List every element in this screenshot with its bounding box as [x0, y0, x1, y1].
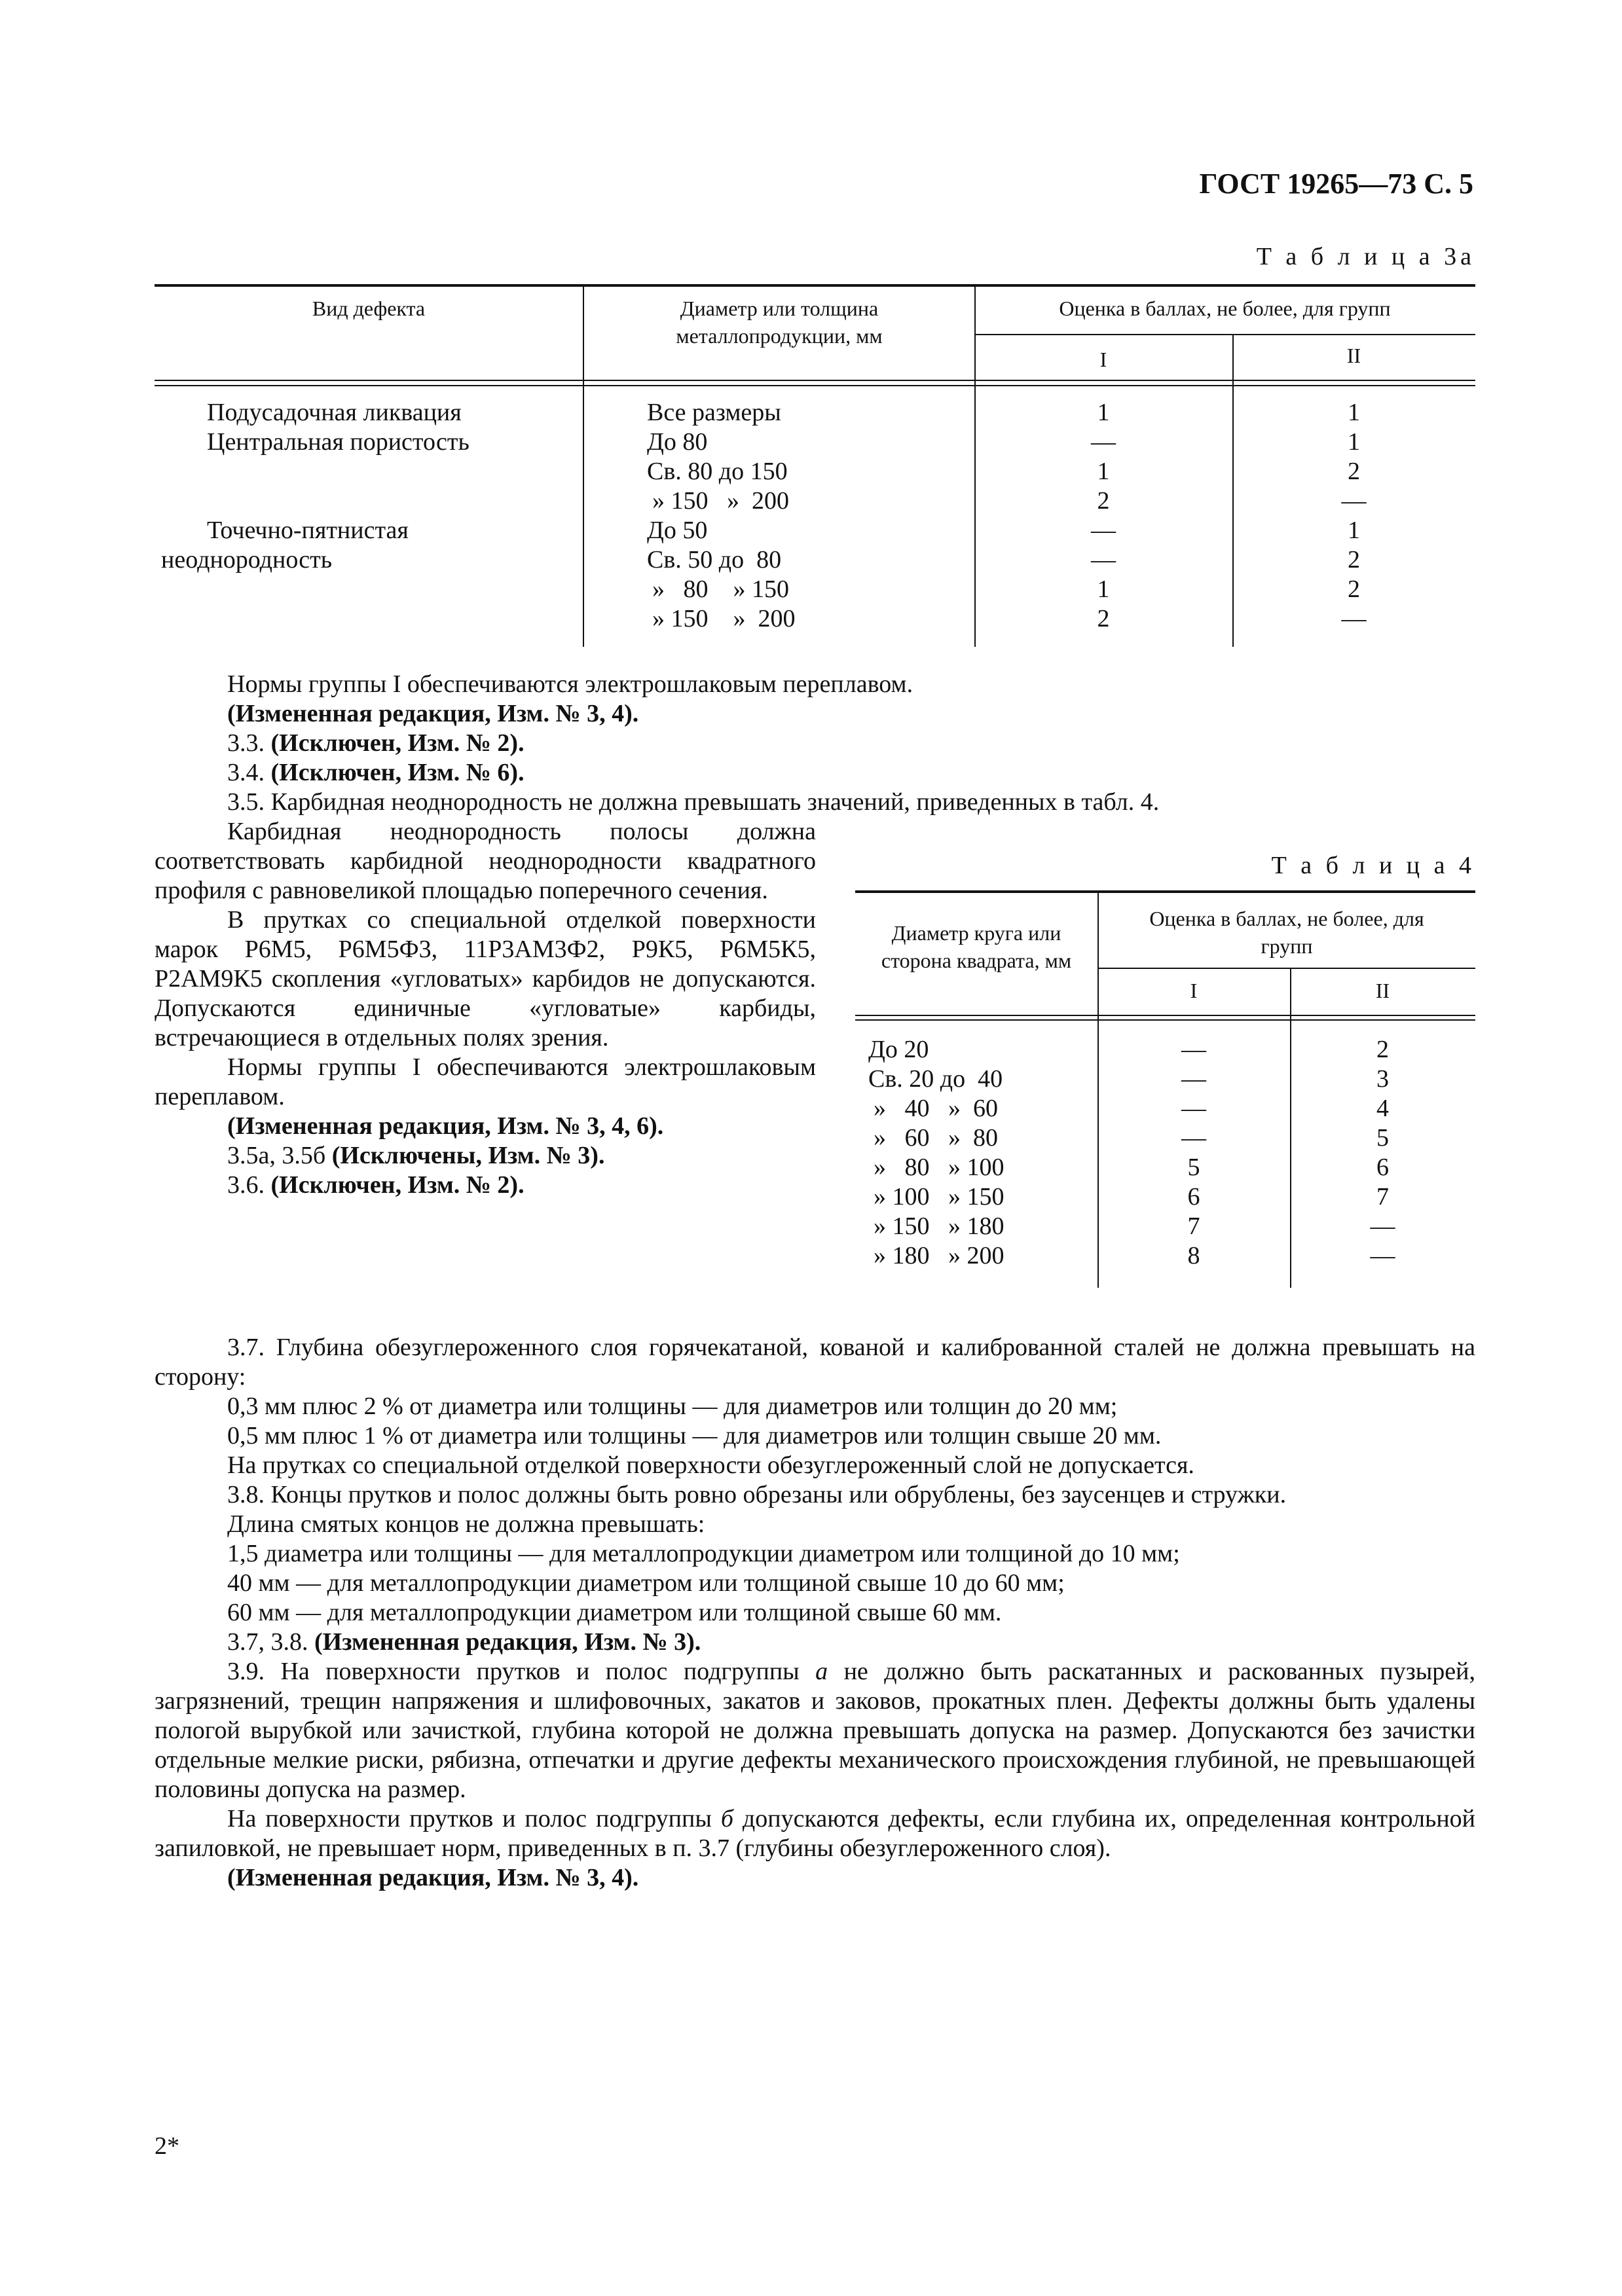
paragraph: 40 мм — для металлопродукции диаметром или толщиной свыше 10 до 60 мм; [227, 1569, 1065, 1597]
group-2-cell: 3 [1376, 1065, 1389, 1093]
paragraph: 3.9. На поверхности прутков и полос подгруппы а не должно быть раскатанных и раскованных пузырей, загрязнений, трещин напряжения и шлифовочных, закатов и заковов, прокатных плен. Дефекты должны быть удалены пологой вырубкой или зачисткой, глубина которой не должна превышать допуска на размер. Допускаются без зачистки отдельные мелкие риски, рябизна, отпечатки и другие дефекты механического происхождения глубиной, не превышающей половины допуска на размер. [155, 1658, 1475, 1803]
group-2-cell: — [1341, 605, 1367, 632]
paragraph: Нормы группы I обеспечиваются электрошлаковым переплавом. [227, 670, 913, 698]
paragraph: 3.5а, 3.5б (Исключены, Изм. № 3). [227, 1142, 605, 1169]
group-1-cell: — [1181, 1036, 1206, 1063]
size-cell: До 20 [868, 1036, 929, 1063]
size-cell: » 180 » 200 [874, 1242, 1005, 1269]
col-group-1: I [1190, 979, 1198, 1002]
size-cell: » 80 » 150 [652, 575, 789, 603]
group-2-cell: 1 [1348, 399, 1360, 426]
col-defect-type: Вид дефекта [312, 297, 426, 320]
paragraph: 3.3. (Исключен, Изм. № 2). [227, 729, 525, 757]
paragraph: На поверхности прутков и полос подгруппы б допускаются дефекты, если глубина их, определенная контрольной запиловкой, не превышает норм, приведенных в п. 3.7 (глубины обезуглероженного слоя). [155, 1805, 1476, 1862]
size-cell: Св. 20 до 40 [868, 1065, 1003, 1093]
table-3a-caption: Т а б л и ц а 3а [1256, 243, 1475, 270]
defect-name: Точечно-пятнистая [207, 517, 409, 544]
page-header: ГОСТ 19265—73 С. 5 [1199, 168, 1473, 200]
group-2-cell: 2 [1348, 546, 1360, 574]
paragraph: Карбидная неоднородность полосы должна соответствовать карбидной неоднородности квадратного профиля с равновеликой площадью поперечного сечения. [155, 818, 816, 904]
table-4-caption: Т а б л и ц а 4 [1271, 852, 1475, 879]
defect-name: Центральная пористость [207, 428, 470, 456]
size-cell: Все размеры [647, 399, 781, 426]
paragraph: На прутках со специальной отделкой поверхности обезуглероженный слой не допускается. [227, 1451, 1194, 1479]
group-1-cell: — [1091, 546, 1116, 574]
group-1-cell: 8 [1187, 1242, 1200, 1269]
size-cell: » 150 » 180 [874, 1212, 1005, 1240]
group-1-cell: 6 [1187, 1183, 1200, 1211]
group-2-cell: 2 [1348, 575, 1360, 603]
col-group-2: II [1346, 344, 1361, 367]
group-2-cell: 4 [1376, 1095, 1389, 1122]
amendment-note: (Измененная редакция, Изм. № 3, 4). [227, 700, 639, 727]
group-2-cell: — [1341, 487, 1367, 515]
size-cell: До 50 [647, 517, 708, 544]
group-1-cell: — [1091, 517, 1116, 544]
col-group-1: I [1099, 348, 1107, 371]
amendment-note: (Измененная редакция, Изм. № 3, 4). [227, 1864, 639, 1891]
paragraph: 0,3 мм плюс 2 % от диаметра или толщины — для диаметров или толщин до 20 мм; [227, 1393, 1118, 1420]
group-2-cell: 2 [1348, 458, 1360, 485]
paragraph: 3.8. Концы прутков и полос должны быть ровно обрезаны или обрублены, без заусенцев и стружки. [227, 1481, 1287, 1508]
group-1-cell: — [1091, 428, 1116, 456]
group-2-cell: 1 [1348, 517, 1360, 544]
group-1-cell: — [1181, 1124, 1206, 1152]
paragraph: 3.7, 3.8. (Измененная редакция, Изм. № 3). [227, 1628, 701, 1656]
group-1-cell: — [1181, 1065, 1206, 1093]
paragraph: 60 мм — для металлопродукции диаметром или толщиной свыше 60 мм. [227, 1599, 1002, 1626]
size-cell: До 80 [647, 428, 708, 456]
group-2-cell: 6 [1376, 1154, 1389, 1181]
group-1-cell: — [1181, 1095, 1206, 1122]
col-score: Оценка в баллах, не более, для групп [1059, 297, 1391, 320]
paragraph: 3.5. Карбидная неоднородность не должна превышать значений, приведенных в табл. 4. [227, 788, 1160, 816]
col-group-2: II [1375, 979, 1390, 1002]
size-cell: » 150 » 200 [652, 487, 789, 515]
defect-name: неоднородность [161, 546, 333, 574]
col-score: Оценка в баллах, не более, для групп [1149, 907, 1424, 958]
group-1-cell: 2 [1097, 605, 1110, 632]
group-2-cell: — [1370, 1242, 1395, 1269]
size-cell: Св. 50 до 80 [647, 546, 782, 574]
size-cell: » 100 » 150 [874, 1183, 1005, 1211]
paragraph: Нормы группы I обеспечиваются электрошлаковым переплавом. [155, 1053, 816, 1110]
group-2-cell: 2 [1376, 1036, 1389, 1063]
col-diameter: Диаметр или толщина металлопродукции, мм [676, 297, 883, 348]
paragraph: 3.4. (Исключен, Изм. № 6). [227, 759, 525, 786]
col-diameter: Диаметр круга или сторона квадрата, мм [881, 921, 1072, 972]
paragraph: 0,5 мм плюс 1 % от диаметра или толщины — для диаметров или толщин свыше 20 мм. [227, 1422, 1162, 1449]
body-text-side [155, 817, 816, 1200]
paragraph: 3.7. Глубина обезуглероженного слоя горячекатаной, кованой и калиброванной сталей не должна превышать на сторону: [155, 1334, 1475, 1391]
body-text-bottom [155, 1333, 1475, 1893]
group-2-cell: 5 [1376, 1124, 1389, 1152]
group-2-cell: — [1370, 1212, 1395, 1240]
group-2-cell: 7 [1376, 1183, 1389, 1211]
paragraph: В прутках со специальной отделкой поверхности марок Р6М5, Р6М5Ф3, 11Р3АМ3Ф2, Р9К5, Р6М5К5, Р2АМ9К5 скопления «угловатых» карбидов не допускаются. Допускаются единичные «угловатые» карбиды, встречающиеся в отдельных полях зрения. [155, 906, 816, 1051]
paragraph: 1,5 диаметра или толщины — для металлопродукции диаметром или толщиной до 10 мм; [227, 1540, 1180, 1567]
size-cell: » 150 » 200 [652, 605, 796, 632]
group-1-cell: 7 [1187, 1212, 1200, 1240]
paragraph: Длина смятых концов не должна превышать: [227, 1510, 705, 1538]
body-text-top [155, 670, 1475, 817]
group-2-cell: 1 [1348, 428, 1360, 456]
group-1-cell: 2 [1097, 487, 1110, 515]
size-cell: » 80 » 100 [874, 1154, 1005, 1181]
group-1-cell: 1 [1097, 575, 1110, 603]
size-cell: » 40 » 60 [874, 1095, 998, 1122]
group-1-cell: 5 [1187, 1154, 1200, 1181]
defect-name: Подусадочная ликвация [207, 399, 462, 426]
group-1-cell: 1 [1097, 399, 1110, 426]
group-1-cell: 1 [1097, 458, 1110, 485]
page-footer-mark: 2* [155, 2132, 179, 2160]
amendment-note: (Измененная редакция, Изм. № 3, 4, 6). [227, 1112, 664, 1140]
paragraph: 3.6. (Исключен, Изм. № 2). [227, 1171, 525, 1199]
size-cell: » 60 » 80 [874, 1124, 998, 1152]
size-cell: Св. 80 до 150 [647, 458, 788, 485]
